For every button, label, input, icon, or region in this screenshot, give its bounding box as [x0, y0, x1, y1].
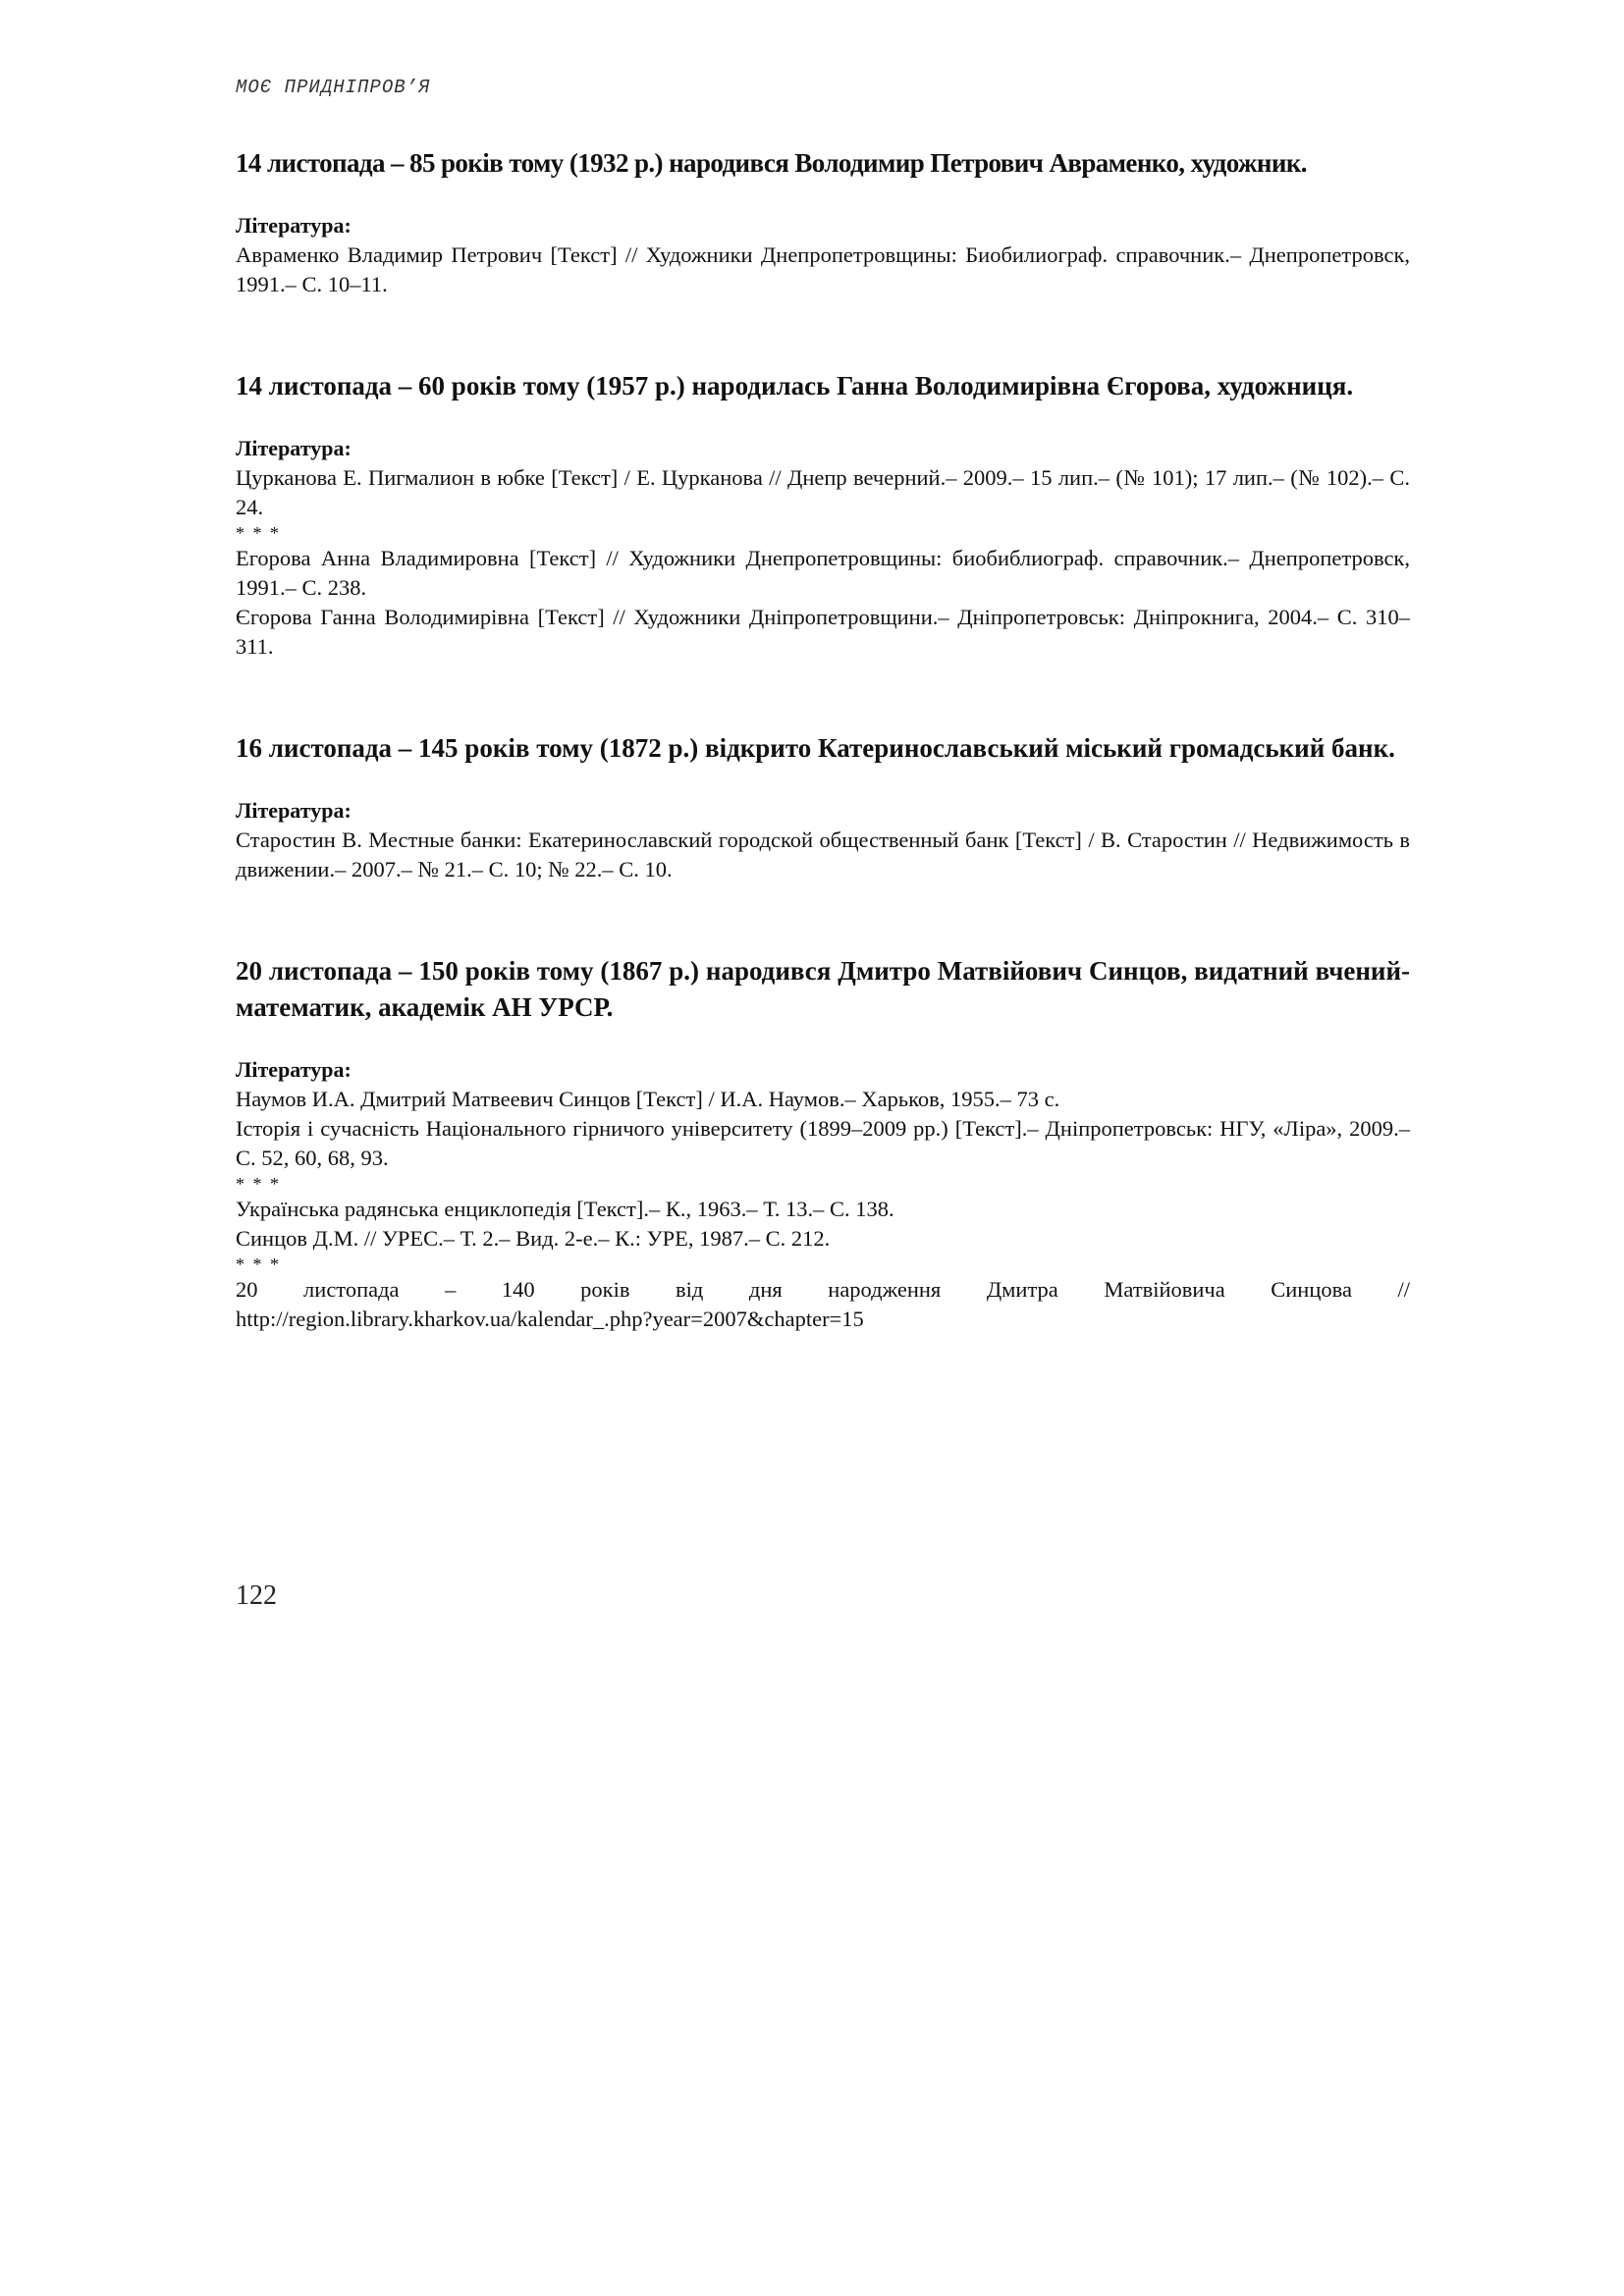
reference: Цурканова Е. Пигмалион в юбке [Текст] / Е. Цурканова // Днепр вечерний.– 2009.– 15 лип.– (№ 101); 17 лип.– (№ 102).– С. 24. [236, 465, 1410, 519]
calendar-entry [236, 953, 1410, 1334]
reference: Синцов Д.М. // УРЕС.– Т. 2.– Вид. 2-е.– К.: УРЕ, 1987.– С. 212. [236, 1226, 831, 1251]
reference: 20 листопада – 140 років від дня народження Дмитра Матвійовича Синцова // [236, 1277, 1410, 1302]
reference: Єгорова Ганна Володимирівна [Текст] // Художники Дніпропетровщини.– Дніпропетровськ: Дніпрокнига, 2004.– С. 310–311. [236, 605, 1410, 659]
entry-title: 14 листопада – 60 років тому (1957 р.) народилась Ганна Володимирівна Єгорова, художниця. [236, 371, 1354, 400]
calendar-entry [236, 730, 1410, 884]
reference-link: http://region.library.kharkov.ua/kalendar_.php?year=2007&chapter=15 [236, 1307, 864, 1331]
entry-title: 16 листопада – 145 років тому (1872 р.) відкрито Катеринославський міський громадський банк. [236, 733, 1395, 763]
reference-separator: * * * [236, 1255, 281, 1274]
reference: Егорова Анна Владимировна [Текст] // Художники Днепропетровщины: биобиблиограф. справочник.– Днепропетровск, 1991.– С. 238. [236, 546, 1410, 600]
literature-label: Література: [236, 798, 352, 823]
running-header: МОЄ ПРИДНІПРОВ’Я [236, 77, 431, 98]
reference: Історія і сучасність Національного гірничого університету (1899–2009 рр.) [Текст].– Дніпропетровськ: НГУ, «Ліра», 2009.– С. 52, 60, 68, 93. [236, 1116, 1410, 1170]
calendar-entry [236, 145, 1410, 299]
entry-title: 14 листопада – 85 років тому (1932 р.) народився Володимир Петрович Авраменко, художник. [236, 148, 1307, 178]
calendar-entry [236, 368, 1410, 662]
reference: Старостин В. Местные банки: Екатеринославский городской общественный банк [Текст] / В. Старостин // Недвижимость в движении.– 2007.– № 21.– С. 10; № 22.– С. 10. [236, 828, 1410, 881]
reference-separator: * * * [236, 523, 281, 543]
reference: Авраменко Владимир Петрович [Текст] // Художники Днепропетровщины: Биобилиограф. справочник.– Днепропетровск, 1991.– С. 10–11. [236, 242, 1410, 296]
reference: Наумов И.А. Дмитрий Матвеевич Синцов [Текст] / И.А. Наумов.– Харьков, 1955.– 73 с. [236, 1087, 1060, 1111]
reference: Українська радянська енциклопедія [Текст].– К., 1963.– Т. 13.– С. 138. [236, 1197, 894, 1221]
entry-title: 20 листопада – 150 років тому (1867 р.) народився Дмитро Матвійович Синцов, видатний вчений-математик, академік АН УРСР. [236, 956, 1410, 1022]
page-content [236, 145, 1410, 1334]
literature-label: Література: [236, 436, 352, 460]
literature-label: Література: [236, 213, 352, 238]
literature-label: Література: [236, 1057, 352, 1082]
reference-separator: * * * [236, 1174, 281, 1194]
page-number: 122 [236, 1580, 277, 1611]
